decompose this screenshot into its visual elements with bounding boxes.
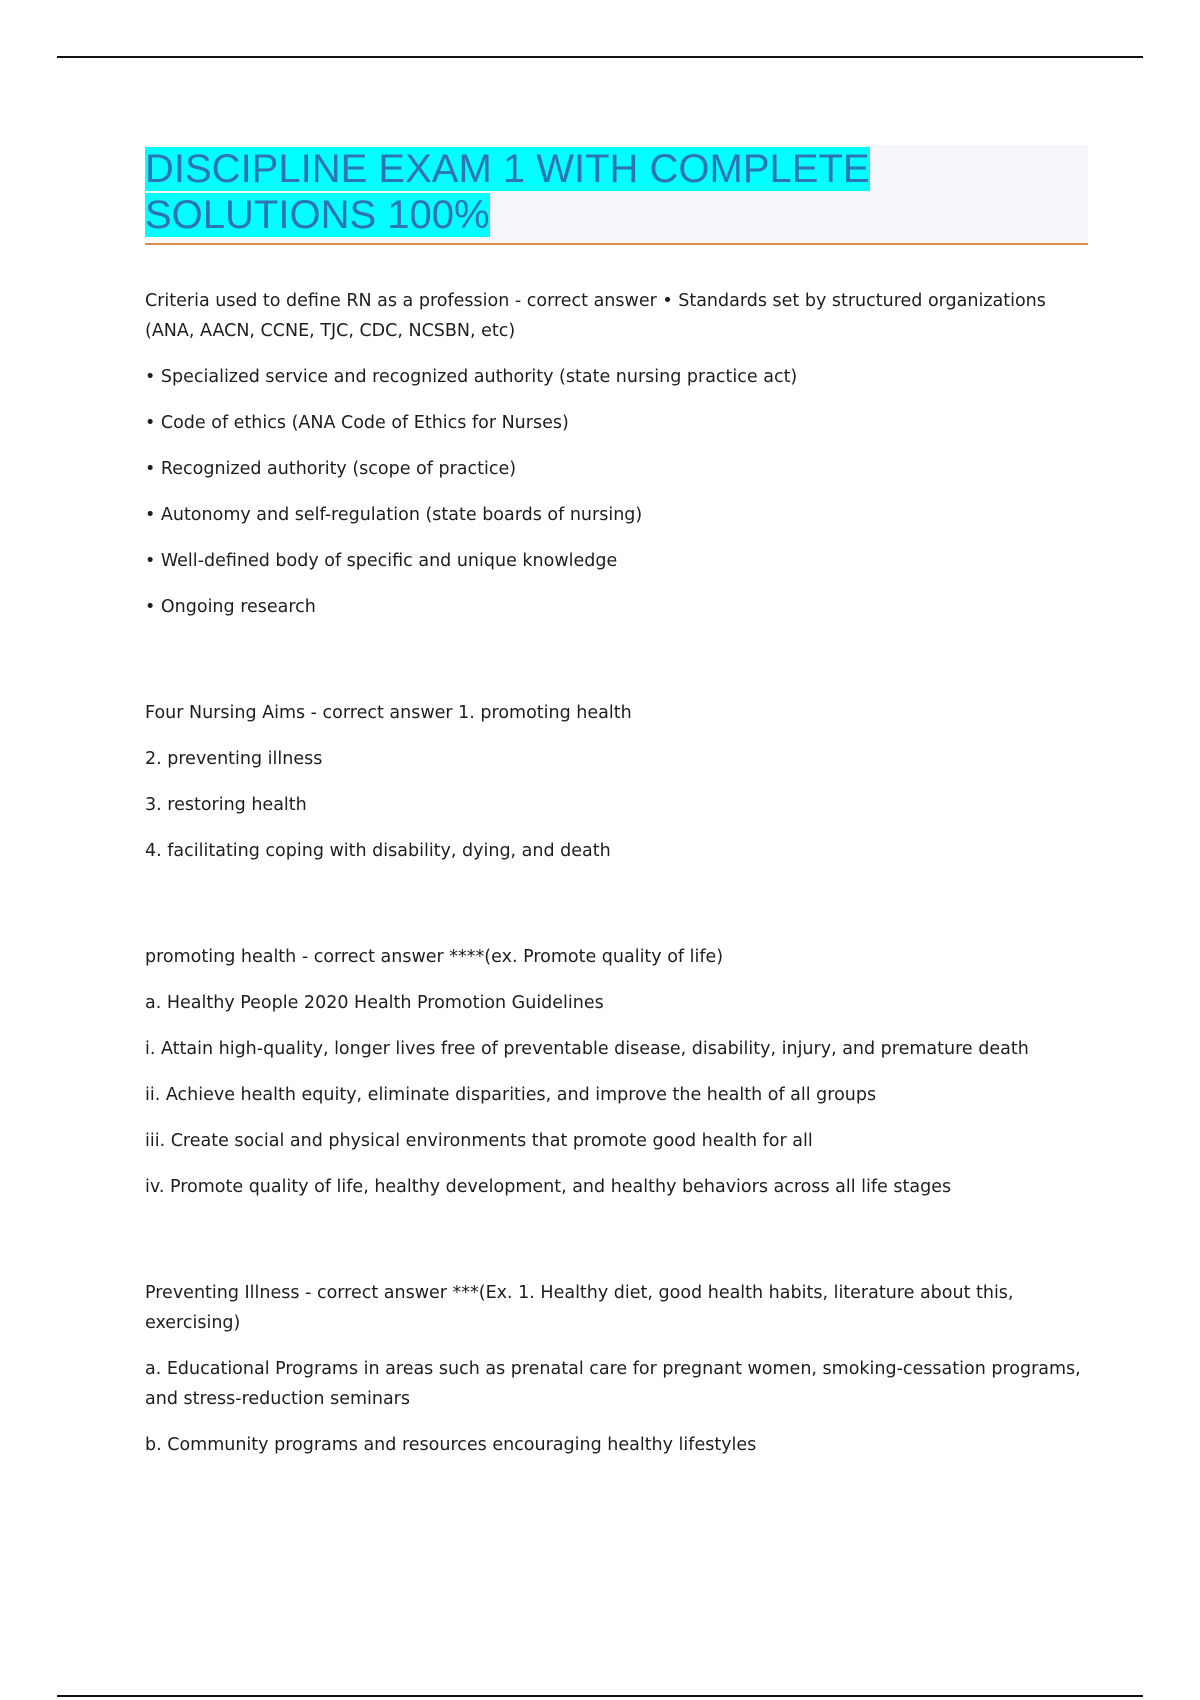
qa-answer-line: a. Educational Programs in areas such as prenatal care for pregnant women, smoking-cessation programs, and stress-reduction seminars (145, 1359, 1081, 1409)
page-bottom-rule (57, 1695, 1143, 1697)
qa-answer-line: • Autonomy and self-regulation (state boards of nursing) (145, 505, 643, 525)
title-line-1: DISCIPLINE EXAM 1 WITH COMPLETE (145, 147, 870, 191)
document-body (145, 286, 1095, 1476)
qa-answer-line: b. Community programs and resources encouraging healthy lifestyles (145, 1435, 757, 1455)
qa-question-line: Preventing Illness - correct answer ***(Ex. 1. Healthy diet, good health habits, literature about this, exercising) (145, 1283, 1014, 1333)
qa-block-profession-criteria (145, 286, 1095, 622)
qa-answer-line: i. Attain high-quality, longer lives free of preventable disease, disability, injury, and premature death (145, 1039, 1029, 1059)
qa-answer-line: 4. facilitating coping with disability, dying, and death (145, 841, 611, 861)
qa-answer-line: • Recognized authority (scope of practice) (145, 459, 517, 479)
qa-answer-line: iii. Create social and physical environments that promote good health for all (145, 1131, 813, 1151)
qa-answer-line: a. Healthy People 2020 Health Promotion Guidelines (145, 993, 604, 1013)
qa-answer-line: • Ongoing research (145, 597, 316, 617)
qa-block-nursing-aims (145, 698, 1095, 866)
qa-answer-line: iv. Promote quality of life, healthy development, and healthy behaviors across all life stages (145, 1177, 952, 1197)
qa-block-promoting-health (145, 942, 1095, 1202)
qa-question-line: promoting health - correct answer ****(ex. Promote quality of life) (145, 947, 724, 967)
qa-answer-line: • Specialized service and recognized authority (state nursing practice act) (145, 367, 798, 387)
page-top-rule (57, 56, 1143, 58)
qa-question-line: Four Nursing Aims - correct answer 1. promoting health (145, 703, 632, 723)
qa-question-line: Criteria used to define RN as a profession - correct answer • Standards set by structured organizations (ANA, AACN, CCNE, TJC, CDC, NCSBN, etc) (145, 291, 1046, 341)
qa-answer-line: ii. Achieve health equity, eliminate disparities, and improve the health of all groups (145, 1085, 877, 1105)
qa-answer-line: 2. preventing illness (145, 749, 323, 769)
qa-block-preventing-illness (145, 1278, 1095, 1460)
document-title (145, 146, 1085, 238)
qa-answer-line: • Well-defined body of specific and unique knowledge (145, 551, 618, 571)
title-line-2: SOLUTIONS 100% (145, 193, 490, 237)
qa-answer-line: 3. restoring health (145, 795, 307, 815)
qa-answer-line: • Code of ethics (ANA Code of Ethics for Nurses) (145, 413, 569, 433)
